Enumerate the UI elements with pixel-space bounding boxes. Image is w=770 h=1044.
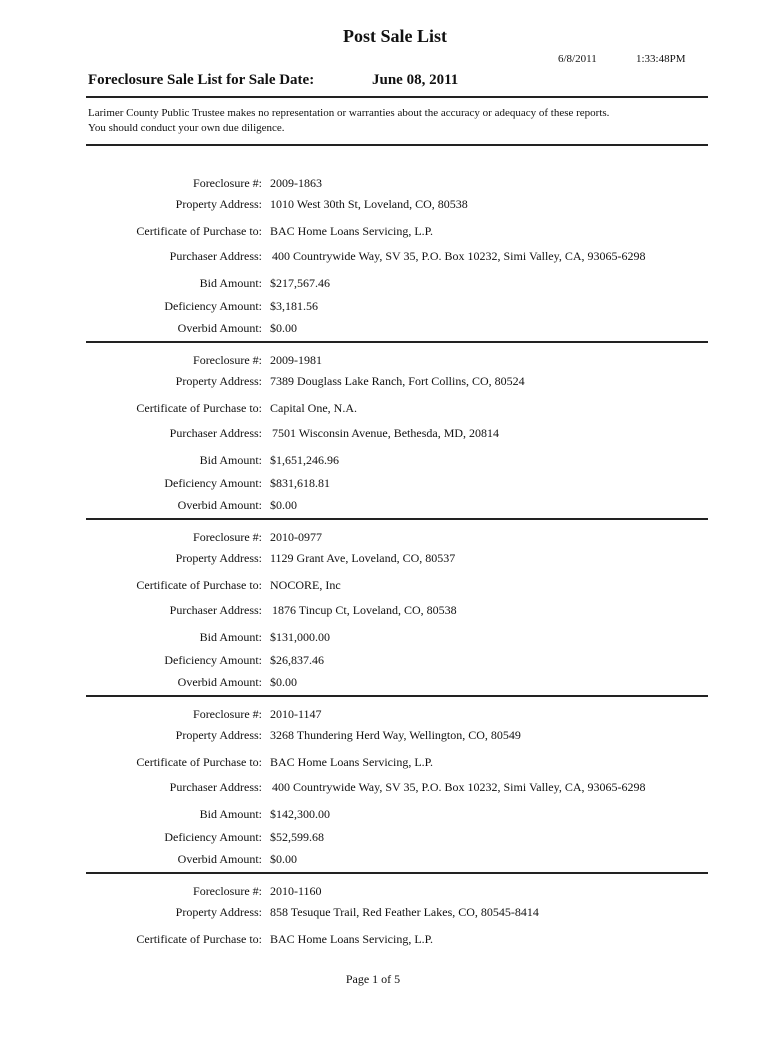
foreclosure-record	[0, 353, 770, 513]
foreclosure-label: Foreclosure #:	[193, 176, 262, 190]
purchaser-value: 400 Countrywide Way, SV 35, P.O. Box 10232, Simi Valley, CA, 93065-6298	[272, 249, 646, 263]
sale-date-label: Foreclosure Sale List for Sale Date:	[88, 72, 315, 88]
deficiency-label: Deficiency Amount:	[164, 653, 262, 667]
foreclosure-label: Foreclosure #:	[193, 884, 262, 898]
deficiency-value: $3,181.56	[270, 299, 318, 313]
bid-value: $1,651,246.96	[270, 453, 339, 467]
disclaimer	[88, 106, 708, 136]
purchaser-label: Purchaser Address:	[169, 780, 262, 794]
record-divider	[86, 518, 708, 520]
overbid-label: Overbid Amount:	[177, 321, 262, 335]
foreclosure-record	[0, 884, 770, 1044]
bid-label: Bid Amount:	[199, 807, 262, 821]
overbid-value: $0.00	[270, 852, 297, 866]
certificate-value: BAC Home Loans Servicing, L.P.	[270, 932, 433, 946]
overbid-value: $0.00	[270, 675, 297, 689]
deficiency-label: Deficiency Amount:	[164, 830, 262, 844]
certificate-value: BAC Home Loans Servicing, L.P.	[270, 755, 433, 769]
purchaser-label: Purchaser Address:	[169, 249, 262, 263]
report-time: 1:33:48PM	[636, 53, 686, 65]
foreclosure-value: 2010-1147	[270, 707, 322, 721]
overbid-label: Overbid Amount:	[177, 498, 262, 512]
foreclosure-label: Foreclosure #:	[193, 530, 262, 544]
foreclosure-record	[0, 176, 770, 336]
foreclosure-value: 2009-1863	[270, 176, 322, 190]
bid-value: $131,000.00	[270, 630, 330, 644]
foreclosure-value: 2009-1981	[270, 353, 322, 367]
deficiency-value: $26,837.46	[270, 653, 324, 667]
overbid-value: $0.00	[270, 498, 297, 512]
purchaser-label: Purchaser Address:	[169, 603, 262, 617]
certificate-value: Capital One, N.A.	[270, 401, 357, 415]
deficiency-label: Deficiency Amount:	[164, 299, 262, 313]
property-label: Property Address:	[175, 374, 262, 388]
bid-value: $142,300.00	[270, 807, 330, 821]
record-divider	[86, 341, 708, 343]
sale-date-value: June 08, 2011	[372, 72, 459, 88]
property-label: Property Address:	[175, 551, 262, 565]
property-value: 7389 Douglass Lake Ranch, Fort Collins, CO, 80524	[270, 374, 525, 388]
property-value: 858 Tesuque Trail, Red Feather Lakes, CO, 80545-8414	[270, 905, 539, 919]
record-divider	[86, 872, 708, 874]
foreclosure-record	[0, 707, 770, 867]
report-date: 6/8/2011	[558, 53, 597, 65]
foreclosure-label: Foreclosure #:	[193, 707, 262, 721]
purchaser-label: Purchaser Address:	[169, 426, 262, 440]
foreclosure-value: 2010-0977	[270, 530, 322, 544]
page-title: Post Sale List	[342, 26, 447, 46]
record-divider	[86, 695, 708, 697]
certificate-label: Certificate of Purchase to:	[136, 578, 262, 592]
foreclosure-record	[0, 530, 770, 690]
property-value: 1010 West 30th St, Loveland, CO, 80538	[270, 197, 468, 211]
certificate-label: Certificate of Purchase to:	[136, 755, 262, 769]
overbid-value: $0.00	[270, 321, 297, 335]
bid-label: Bid Amount:	[199, 453, 262, 467]
overbid-label: Overbid Amount:	[177, 675, 262, 689]
header-divider	[86, 96, 708, 98]
property-label: Property Address:	[175, 905, 262, 919]
foreclosure-value: 2010-1160	[270, 884, 322, 898]
certificate-value: BAC Home Loans Servicing, L.P.	[270, 224, 433, 238]
page-number: Page 1 of 5	[345, 972, 401, 986]
foreclosure-label: Foreclosure #:	[193, 353, 262, 367]
purchaser-value: 400 Countrywide Way, SV 35, P.O. Box 10232, Simi Valley, CA, 93065-6298	[272, 780, 646, 794]
deficiency-value: $831,618.81	[270, 476, 330, 490]
purchaser-value: 1876 Tincup Ct, Loveland, CO, 80538	[272, 603, 457, 617]
deficiency-label: Deficiency Amount:	[164, 476, 262, 490]
purchaser-value: 7501 Wisconsin Avenue, Bethesda, MD, 20814	[272, 426, 500, 440]
property-label: Property Address:	[175, 197, 262, 211]
certificate-value: NOCORE, Inc	[270, 578, 341, 592]
property-label: Property Address:	[175, 728, 262, 742]
disclaimer-line-2: You should conduct your own due diligence.	[88, 122, 285, 134]
disclaimer-divider	[86, 144, 708, 146]
certificate-label: Certificate of Purchase to:	[136, 932, 262, 946]
bid-label: Bid Amount:	[199, 276, 262, 290]
property-value: 1129 Grant Ave, Loveland, CO, 80537	[270, 551, 456, 565]
deficiency-value: $52,599.68	[270, 830, 324, 844]
property-value: 3268 Thundering Herd Way, Wellington, CO, 80549	[270, 728, 521, 742]
bid-label: Bid Amount:	[199, 630, 262, 644]
certificate-label: Certificate of Purchase to:	[136, 401, 262, 415]
certificate-label: Certificate of Purchase to:	[136, 224, 262, 238]
overbid-label: Overbid Amount:	[177, 852, 262, 866]
bid-value: $217,567.46	[270, 276, 330, 290]
disclaimer-line-1: Larimer County Public Trustee makes no representation or warranties about the accuracy or adequacy of these reports.	[88, 107, 610, 119]
